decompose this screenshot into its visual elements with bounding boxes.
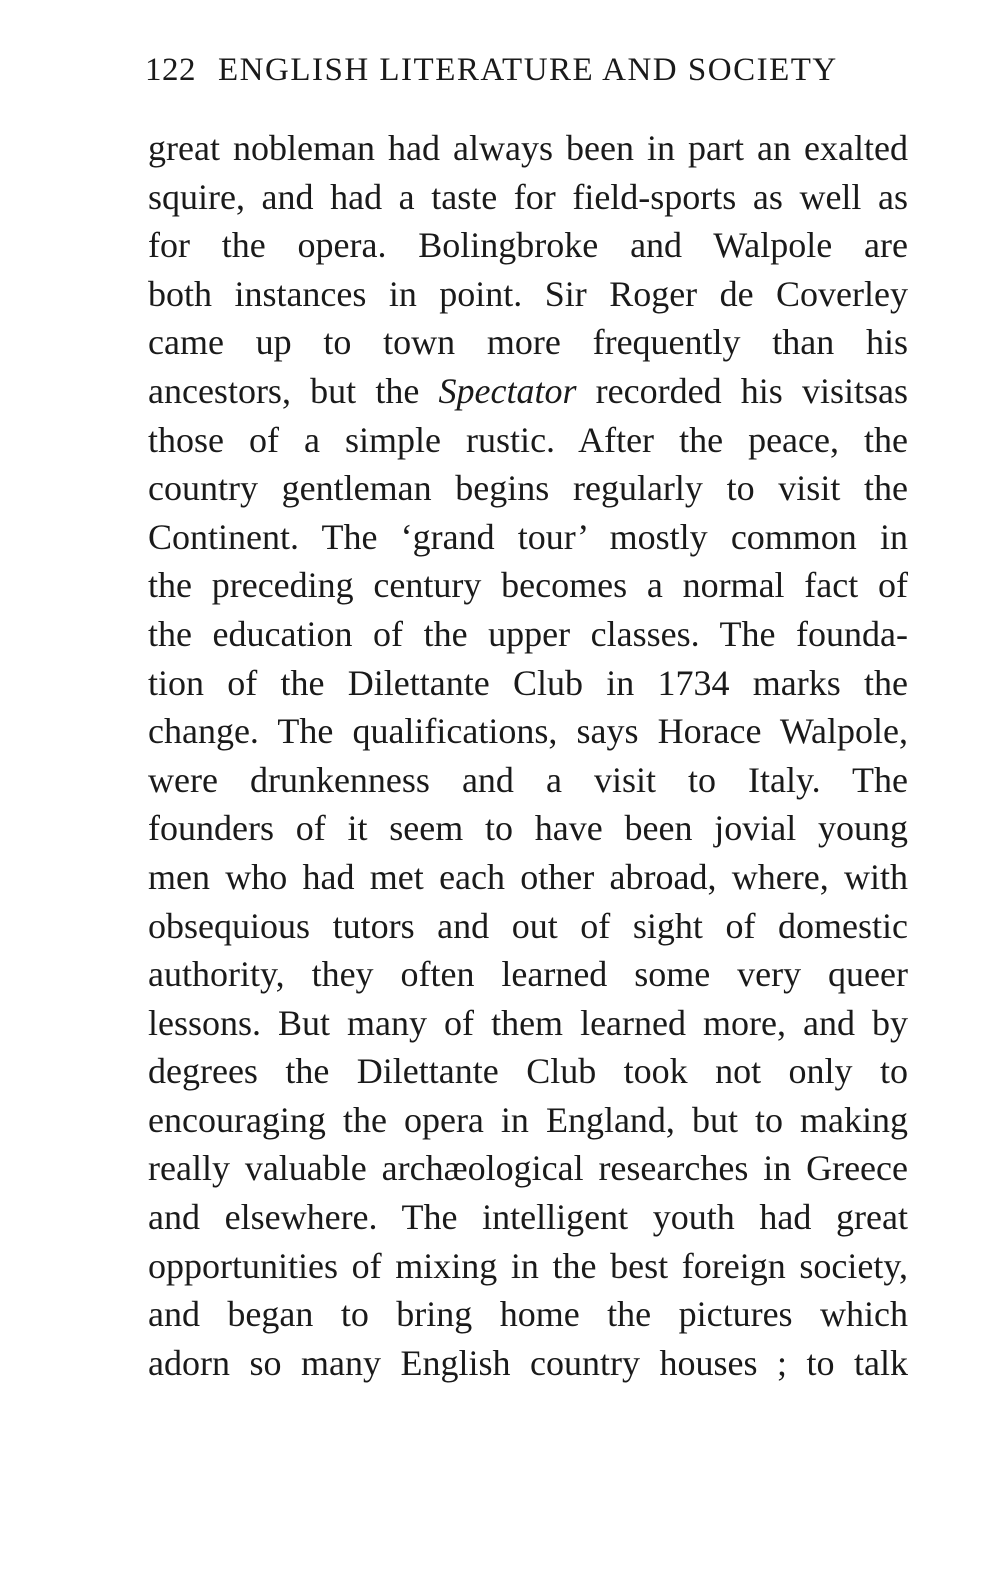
- text-line: opportunities of mixing in the best foreign society,: [148, 1245, 908, 1286]
- text-line: authority, they often learned some very queer: [148, 954, 908, 995]
- text-line: obsequious tutors and out of sight of domestic: [148, 905, 908, 946]
- text-line: both instances in point. Sir Roger de Coverley: [148, 273, 908, 314]
- text-line: really valuable archæological researches in Greece: [148, 1148, 908, 1189]
- text-line: Continent. The ‘grand tour’ mostly common in: [148, 516, 908, 557]
- text-line: tion of the Dilettante Club in 1734 marks the: [148, 662, 908, 703]
- text-line: great nobleman had always been in part an exalted: [148, 128, 908, 168]
- text-line: came up to town more frequently than his: [148, 322, 908, 363]
- text-line: squire, and had a taste for field-sports as well as: [148, 176, 908, 217]
- text-line: country gentleman begins regularly to visit the: [148, 468, 908, 509]
- text-line: adorn so many English country houses ; to talk: [148, 1342, 908, 1383]
- text-line: and began to bring home the pictures which: [148, 1294, 908, 1335]
- text-line: founders of it seem to have been jovial young: [148, 808, 908, 849]
- text-line: for the opera. Bolingbroke and Walpole are: [148, 225, 908, 266]
- text-line: the preceding century becomes a normal fact of: [148, 565, 908, 606]
- text-line: those of a simple rustic. After the peace, the: [148, 419, 908, 460]
- italic-title: Spectator: [438, 370, 577, 411]
- text-line: [148, 367, 908, 416]
- text-line: degrees the Dilettante Club took not only to: [148, 1051, 908, 1092]
- running-title: ENGLISH LITERATURE AND SOCIETY: [218, 52, 838, 88]
- body-text: [148, 124, 908, 1387]
- text-line: lessons. But many of them learned more, and by: [148, 1002, 908, 1043]
- page-number: 122: [145, 52, 196, 88]
- text-segment: ancestors, but the: [148, 370, 439, 411]
- text-line: encouraging the opera in England, but to making: [148, 1099, 908, 1140]
- running-header: [145, 52, 905, 89]
- text-line: were drunkenness and a visit to Italy. The: [148, 759, 908, 800]
- text-line: change. The qualifications, says Horace Walpole,: [148, 711, 908, 752]
- text-line: the education of the upper classes. The founda-: [148, 613, 908, 654]
- text-line: and elsewhere. The intelligent youth had great: [148, 1197, 908, 1238]
- text-segment: recorded his visitsas: [576, 370, 908, 411]
- text-line: men who had met each other abroad, where, with: [148, 856, 908, 897]
